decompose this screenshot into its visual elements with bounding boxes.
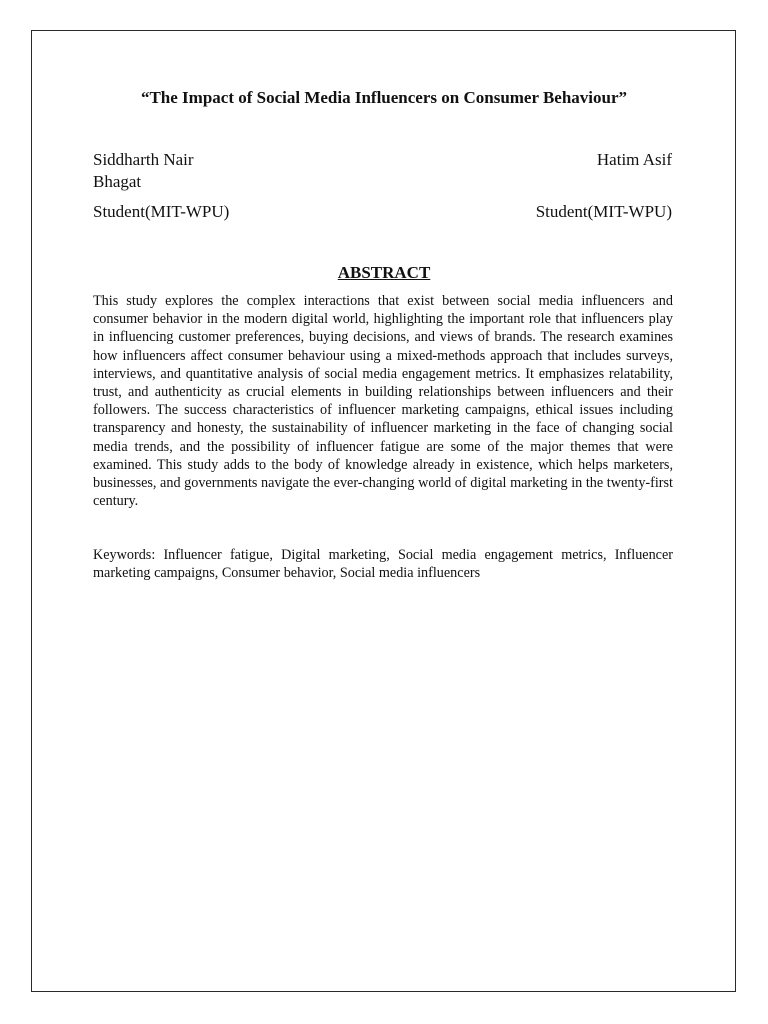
paper-title: “The Impact of Social Media Influencers on Consumer Behaviour” <box>140 88 628 107</box>
keywords: Keywords: Influencer fatigue, Digital marketing, Social media engagement metrics, Influencer marketing campaigns, Consumer behavior, Social media influencers <box>93 547 673 582</box>
abstract-body: This study explores the complex interactions that exist between social media influencers and consumer behavior in the modern digital world, highlighting the important role that influencers play in influencing customer preferences, buying decisions, and views of brands. The research examines how influencers affect consumer behaviour using a mixed-methods approach that includes surveys, interviews, and quantitative analysis of social media engagement metrics. It emphasizes relatability, trust, and authenticity as crucial elements in building relationships between influencers and their followers. The success characteristics of influencer marketing campaigns, ethical issues including transparency and honesty, the sustainability of influencer marketing in the face of changing social media trends, and the possibility of influencer fatigue are some of the major themes that were examined. This study adds to the body of knowledge already in existence, which helps marketers, businesses, and governments navigate the ever-changing world of digital marketing in the twenty-first century. <box>93 293 673 510</box>
abstract-heading: ABSTRACT <box>337 263 431 282</box>
author-name-1: Siddharth Nair Bhagat <box>93 150 194 191</box>
author-affiliation-1: Student(MIT-WPU) <box>93 202 230 221</box>
author-affiliation-2: Student(MIT-WPU) <box>535 202 672 221</box>
author-name-2: Hatim Asif <box>596 150 672 169</box>
